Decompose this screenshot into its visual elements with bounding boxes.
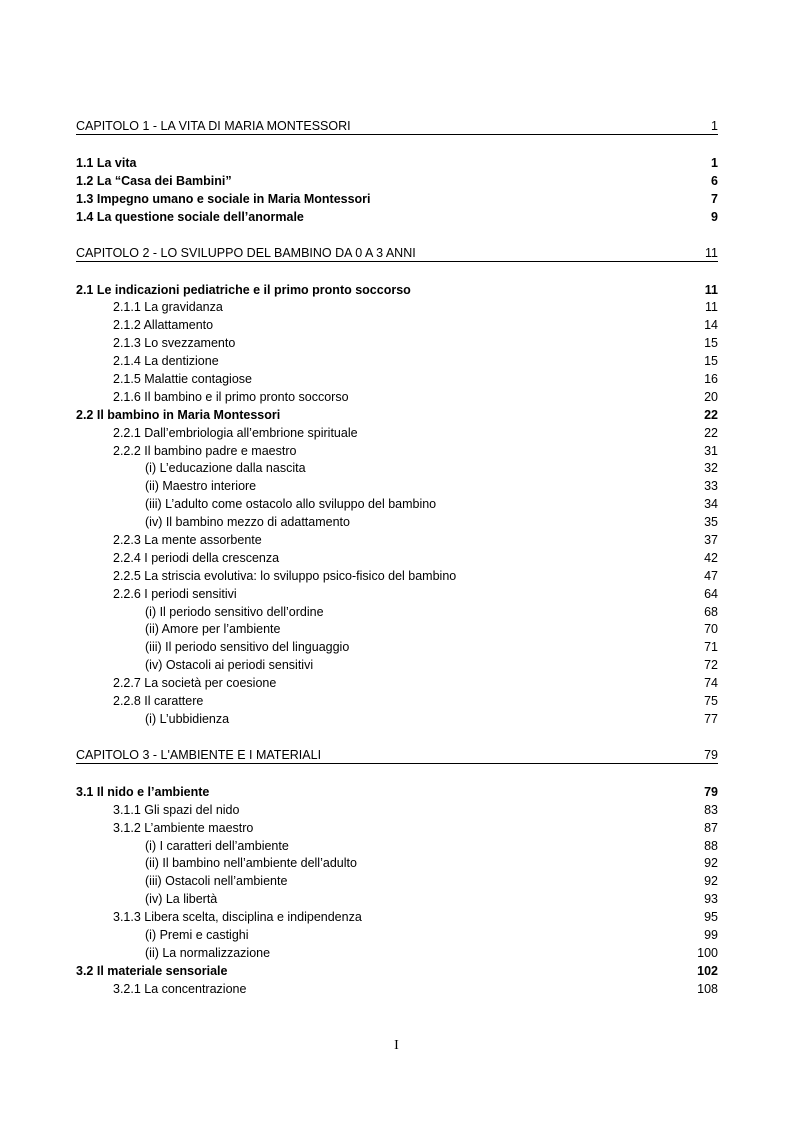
toc-subsection[interactable]: [76, 299, 718, 317]
toc-subsection-title: 2.2.1 Dall’embriologia all’embrione spirituale: [113, 425, 358, 440]
toc-subsection[interactable]: [76, 425, 718, 443]
toc-chapter-title: CAPITOLO 3 - L'AMBIENTE E I MATERIALI: [76, 747, 322, 762]
toc-item[interactable]: [76, 478, 718, 496]
toc-subsection[interactable]: [76, 443, 718, 461]
toc-item-title: (ii) Il bambino nell’ambiente dell’adulto: [145, 856, 357, 871]
toc-item[interactable]: [76, 657, 718, 675]
spacer: [76, 729, 718, 747]
toc-item[interactable]: [76, 514, 718, 532]
toc-item[interactable]: [76, 639, 718, 657]
toc-item[interactable]: [76, 891, 718, 909]
toc-section-page: 22: [704, 407, 718, 422]
toc-subsection[interactable]: [76, 693, 718, 711]
toc-item-title: (i) Premi e castighi: [145, 927, 249, 942]
toc-item[interactable]: [76, 945, 718, 963]
toc-item[interactable]: [76, 873, 718, 891]
toc-item-page: 35: [704, 515, 718, 530]
toc-section-title: 2.1 Le indicazioni pediatriche e il primo pronto soccorso: [76, 282, 411, 297]
toc-subsection-page: 16: [704, 372, 718, 387]
toc-item-title: (i) Il periodo sensitivo dell’ordine: [145, 604, 324, 619]
toc-subsection-title: 2.1.2 Allattamento: [113, 318, 214, 333]
toc-section-title: 3.2 Il materiale sensoriale: [76, 963, 228, 978]
toc-chapter-title: CAPITOLO 2 - LO SVILUPPO DEL BAMBINO DA 0 A 3 ANNI: [76, 245, 416, 260]
toc-section[interactable]: [76, 963, 718, 981]
toc-subsection-title: 3.1.3 Libera scelta, disciplina e indipendenza: [113, 910, 362, 925]
toc-chapter[interactable]: [76, 747, 718, 764]
toc-item-page: 100: [697, 945, 718, 960]
toc-subsection-title: 2.2.4 I periodi della crescenza: [113, 550, 280, 565]
spacer: [76, 227, 718, 245]
toc-subsection-page: 37: [704, 533, 718, 548]
toc-section-title: 1.3 Impegno umano e sociale in Maria Montessori: [76, 191, 371, 206]
toc-subsection-page: 14: [704, 318, 718, 333]
toc-section[interactable]: [76, 209, 718, 227]
toc-item-title: (iv) La libertà: [145, 892, 218, 907]
toc-subsection-title: 3.1.1 Gli spazi del nido: [113, 802, 240, 817]
toc-subsection-title: 2.2.8 Il carattere: [113, 694, 204, 709]
toc-subsection-page: 75: [704, 694, 718, 709]
toc-section-page: 1: [711, 156, 718, 170]
toc-item-title: (i) I caratteri dell’ambiente: [145, 838, 289, 853]
toc-section[interactable]: [76, 155, 718, 173]
toc-subsection-page: 87: [704, 820, 718, 835]
toc-section-page: 11: [704, 282, 718, 297]
table-of-contents: [76, 118, 718, 999]
toc-item-title: (ii) La normalizzazione: [145, 945, 271, 960]
toc-subsection-page: 83: [704, 802, 718, 817]
toc-subsection-page: 74: [704, 676, 718, 691]
toc-subsection-title: 2.2.6 I periodi sensitivi: [113, 586, 237, 601]
toc-section[interactable]: [76, 173, 718, 191]
toc-item[interactable]: [76, 604, 718, 622]
toc-subsection[interactable]: [76, 675, 718, 693]
toc-subsection-title: 2.1.3 Lo svezzamento: [113, 336, 236, 351]
toc-section[interactable]: [76, 191, 718, 209]
toc-subsection[interactable]: [76, 981, 718, 999]
toc-item-page: 92: [704, 874, 718, 889]
spacer: [76, 764, 718, 784]
toc-item-title: (iii) Il periodo sensitivo del linguaggio: [145, 640, 350, 655]
toc-subsection-title: 2.2.2 Il bambino padre e maestro: [113, 443, 297, 458]
toc-section-page: 9: [711, 209, 718, 224]
toc-subsection-title: 2.2.5 La striscia evolutiva: lo sviluppo psico-fisico del bambino: [113, 568, 457, 583]
toc-subsection[interactable]: [76, 802, 718, 820]
toc-item-title: (ii) Maestro interiore: [145, 479, 257, 494]
toc-subsection-page: 95: [704, 910, 718, 925]
toc-chapter[interactable]: [76, 245, 718, 262]
toc-chapter[interactable]: [76, 118, 718, 135]
toc-item-title: (iii) L’adulto come ostacolo allo sviluppo del bambino: [145, 497, 437, 512]
toc-item-title: (ii) Amore per l’ambiente: [145, 622, 281, 637]
toc-item-title: (iii) Ostacoli nell’ambiente: [145, 874, 288, 889]
toc-item-page: 92: [704, 856, 718, 871]
toc-subsection[interactable]: [76, 532, 718, 550]
toc-section[interactable]: [76, 784, 718, 802]
toc-chapter-page: 11: [705, 245, 718, 260]
toc-section-page: 7: [711, 191, 718, 206]
toc-subsection[interactable]: [76, 335, 718, 353]
toc-item-page: 88: [704, 838, 718, 853]
toc-subsection[interactable]: [76, 389, 718, 407]
toc-subsection-page: 31: [704, 443, 718, 458]
toc-subsection[interactable]: [76, 353, 718, 371]
toc-item[interactable]: [76, 838, 718, 856]
toc-section-page: 6: [711, 173, 718, 188]
toc-subsection-page: 15: [704, 336, 718, 351]
toc-subsection-title: 2.1.1 La gravidanza: [113, 300, 223, 315]
toc-subsection[interactable]: [76, 820, 718, 838]
toc-chapter-page: 79: [704, 747, 718, 762]
toc-item[interactable]: [76, 927, 718, 945]
toc-section-page: 79: [704, 784, 718, 799]
toc-item-page: 68: [704, 604, 718, 619]
toc-subsection-page: 47: [704, 568, 718, 583]
toc-subsection[interactable]: [76, 317, 718, 335]
toc-section-page: 102: [697, 963, 718, 978]
toc-subsection-page: 22: [704, 425, 718, 440]
toc-subsection-page: 15: [704, 354, 718, 369]
toc-subsection-page: 42: [704, 550, 718, 565]
page-number: I: [394, 1038, 399, 1053]
toc-subsection[interactable]: [76, 909, 718, 927]
toc-section-title: 1.2 La “Casa dei Bambini”: [76, 173, 232, 188]
toc-section-title: 1.1 La vita: [76, 156, 137, 170]
toc-section[interactable]: [76, 282, 718, 300]
toc-item[interactable]: [76, 496, 718, 514]
toc-section-title: 1.4 La questione sociale dell’anormale: [76, 209, 304, 224]
toc-subsection-page: 64: [704, 586, 718, 601]
toc-subsection[interactable]: [76, 586, 718, 604]
toc-item-title: (iv) Ostacoli ai periodi sensitivi: [145, 658, 314, 673]
toc-item[interactable]: [76, 711, 718, 729]
toc-subsection-page: 108: [697, 981, 718, 996]
toc-section-title: 2.2 Il bambino in Maria Montessori: [76, 407, 281, 422]
toc-section-title: 3.1 Il nido e l’ambiente: [76, 784, 210, 799]
toc-subsection-title: 2.1.5 Malattie contagiose: [113, 372, 252, 387]
toc-item-title: (iv) Il bambino mezzo di adattamento: [145, 515, 350, 530]
toc-subsection-title: 2.1.4 La dentizione: [113, 354, 219, 369]
toc-item-page: 34: [704, 497, 718, 512]
toc-subsection[interactable]: [76, 371, 718, 389]
toc-subsection-title: 2.2.3 La mente assorbente: [113, 533, 262, 548]
toc-item-page: 93: [704, 892, 718, 907]
toc-subsection[interactable]: [76, 568, 718, 586]
toc-item[interactable]: [76, 460, 718, 478]
toc-subsection-title: 2.1.6 Il bambino e il primo pronto soccorso: [113, 389, 349, 404]
toc-subsection-title: 3.1.2 L’ambiente maestro: [113, 820, 254, 835]
toc-item-page: 72: [704, 658, 718, 673]
toc-subsection-title: 2.2.7 La società per coesione: [113, 676, 277, 691]
toc-chapter-title: CAPITOLO 1 - LA VITA DI MARIA MONTESSORI: [76, 119, 351, 133]
spacer: [76, 262, 718, 282]
toc-subsection-page: 11: [705, 300, 718, 315]
toc-item-page: 32: [704, 461, 718, 476]
toc-item-page: 71: [704, 640, 718, 655]
toc-section[interactable]: [76, 407, 718, 425]
toc-item-title: (i) L’educazione dalla nascita: [145, 461, 306, 476]
toc-item-page: 70: [704, 622, 718, 637]
toc-item[interactable]: [76, 855, 718, 873]
toc-item-page: 77: [704, 711, 718, 726]
toc-subsection-page: 20: [704, 389, 718, 404]
toc-subsection[interactable]: [76, 550, 718, 568]
toc-chapter-page: 1: [711, 119, 718, 133]
toc-item-title: (i) L’ubbidienza: [145, 711, 230, 726]
toc-item-page: 33: [704, 479, 718, 494]
toc-item[interactable]: [76, 621, 718, 639]
toc-item-page: 99: [704, 927, 718, 942]
toc-subsection-title: 3.2.1 La concentrazione: [113, 981, 247, 996]
spacer: [76, 135, 718, 155]
